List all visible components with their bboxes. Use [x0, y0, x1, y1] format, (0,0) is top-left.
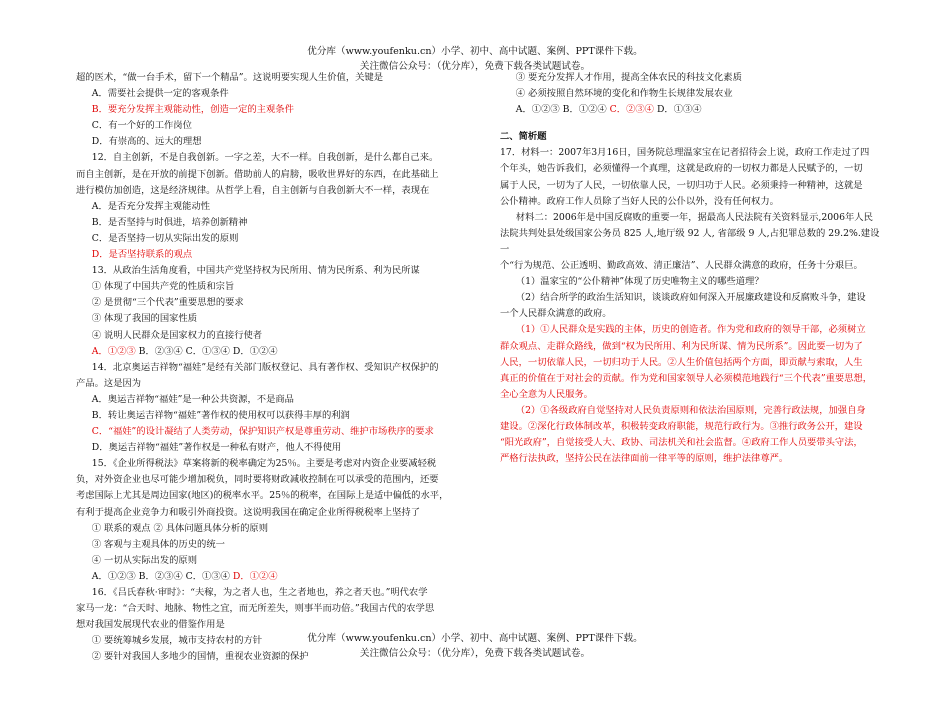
q13-other-options: B．②③④ C．①③④ D．①②④: [138, 345, 278, 357]
q15-answer: D．①②④: [232, 570, 278, 582]
q17-line-5: 材料二：2006年是中国反腐败的重要一年，据最高人民法院有关资料显示,2006年人民: [515, 211, 873, 223]
answer-2-line-2: 建设。②深化行政体制改革，积极转变政府职能，规范行政行为。③推行政务公开，建设: [500, 420, 863, 432]
answer-1-line-3: 人民，一切依靠人民，一切归功于人民。②人生价值包括两个方面，即贡献与索取，人生: [500, 356, 863, 368]
page-footer: [0, 631, 950, 661]
q11-option-a: A．需要社会提供一定的客观条件: [91, 88, 229, 100]
footer-line-1: 优分库（www.youfenku.cn）小学、初中、高中试题、案例、PPT课件下载。: [307, 633, 643, 644]
q16-item-3: ③ 要充分发挥人才作用，提高全体农民的科技文化素质: [515, 72, 742, 83]
q11-option-c: C．有一个好的工作岗位: [91, 120, 192, 132]
q16-options-ab: A．①②③ B．①②④: [515, 104, 607, 116]
q16-item-2: ② 要针对我国人多地少的国情，重视农业资源的保护: [91, 651, 309, 663]
q13-stem: 13．从政治生活角度看，中国共产党坚持权为民所用、情为民所系、利为民所谋: [91, 265, 420, 277]
q14-option-a: A．奥运吉祥物“福娃”是一种公共资源，不是商品: [91, 393, 294, 405]
q13-item-3: ③ 体现了我国的国家性质: [91, 313, 198, 325]
q14-option-c: C．“福娃”的设计凝结了人类劳动，保护知识产权是尊重劳动、维护市场秩序的要求: [91, 426, 434, 438]
q15-other-options: A．①②③ B．②③④ C．①③④: [91, 570, 230, 582]
q11-option-b: B．要充分发挥主观能动性，创造一定的主观条件: [91, 104, 294, 116]
answer-1-line-1: （1）①人民群众是实践的主体，历史的创造者。作为党和政府的领导干部，必须树立: [515, 324, 866, 336]
q17-line-6: 法院共判处县处级国家公务员 825 人,地厅级 92 人, 省部级 9 人,占犯罪总数的 29.2%.建设一: [500, 227, 880, 255]
q14-line-1: 14．北京奥运吉祥物“福娃”是经有关部门版权登记、具有著作权、受知识产权保护的: [91, 361, 439, 373]
q16-options: [500, 102, 882, 118]
q15-line-2: 负，对外资企业也尽可能少增加税负，同时要将财政减收控制在可以承受的范围内，还要: [76, 474, 439, 486]
q12-line-1: 12．自主创新，不是自我创新。一字之差，大不一样。自我创新，是什么都自己来。: [91, 152, 439, 164]
section-title: 二、简析题: [500, 131, 547, 143]
footer-line-2: 关注微信公众号：（优分库），免费下载各类试题试卷。: [359, 648, 591, 659]
q15-line-1: 15．《企业所得税法》草案将新的税率确定为25％。主要是考虑对内资企业要减轻税: [91, 458, 437, 470]
q13-item-1: ① 体现了中国共产党的性质和宗旨: [91, 281, 235, 293]
q12-option-c: C．是否坚持一切从实际出发的原则: [91, 232, 239, 244]
answer-1-line-4: 真正的价值在于对社会的贡献。作为党和国家领导人必须模范地践行“三个代表”重要思想，: [500, 372, 873, 384]
q14-option-d: D．奥运吉祥物“福娃”著作权是一种私有财产，他人不得使用: [91, 442, 342, 454]
answer-2-line-1: （2）①各级政府自觉坚持对人民负责原则和依法治国原则，完善行政法规，加强自身: [515, 404, 866, 416]
q16-line-1: 16．《吕氏春秋·审时》：“夫稼，为之者人也，生之者地也，养之者天也。”明代农学: [91, 587, 428, 598]
q13-options: [76, 344, 478, 360]
q15-item-4: ④ 一切从实际出发的原则: [91, 554, 198, 566]
q16-line-2: 家马一龙：“合天时、地脉、物性之宜，而无所差失，则事半而功倍。”我国古代的农学思: [76, 603, 435, 615]
q17-line-7: 个“行为规范、公正透明、勤政高效、清正廉洁”、人民群众满意的政府，任务十分艰巨。: [500, 260, 863, 272]
q13-item-4: ④ 说明人民群众是国家权力的直接行使者: [91, 329, 263, 341]
answer-2-line-3: “阳光政府”，自觉接受人大、政协、司法机关和社会监督。④政府工作人员要带头守法，: [500, 437, 863, 449]
answer-1-line-2: 群众观点、走群众路线，做到“权为民所用、利为民所谋、情为民所系”。因此要一切为了: [500, 340, 863, 352]
q17-line-3: 属于人民，一切为了人民，一切依靠人民，一切归功于人民。必须秉持一种精神，这就是: [500, 179, 863, 191]
q11-option-d: D．有崇高的、远大的理想: [91, 136, 202, 148]
header-line-2: 关注微信公众号：（优分库），免费下载各类试题试卷。: [359, 61, 591, 72]
q17-line-1: 17．材料一：2007年3月16日，国务院总理温家宝在记者招待会上说，政府工作走过了四: [500, 147, 870, 159]
q16-item-1: ① 要统筹城乡发展，城市支持农村的方针: [91, 635, 263, 647]
q12-option-a: A．是否充分发挥主观能动性: [91, 200, 211, 212]
q14-option-b: B．转让奥运吉祥物“福娃”著作权的使用权可以获得丰厚的利润: [91, 409, 350, 421]
q17-line-2: 个年头，她告诉我们，必须懂得一个真理，这就是政府的一切权力都是人民赋予的，一切: [500, 163, 863, 175]
header-line-1: 优分库（www.youfenku.cn）小学、初中、高中试题、案例、PPT课件下载。: [307, 46, 643, 57]
q17-question-2-tail: 一个人民群众满意的政府。: [500, 308, 612, 320]
answer-2-line-4: 严格行法执政，坚持公民在法律面前一律平等的原则，维护法律尊严。: [500, 453, 789, 465]
q16-option-d: D．①③④: [656, 104, 702, 116]
q13-answer: A．①②③: [91, 345, 136, 357]
q12-option-d: D．是否坚持联系的观点: [91, 249, 193, 261]
q14-line-2: 产品。这是因为: [76, 377, 142, 389]
q15-line-3: 考虑国际上尤其是周边国家(地区)的税率水平。25％的税率，在国际上是适中偏低的水平，: [76, 490, 449, 502]
left-column: [76, 70, 478, 665]
q16-line-3: 想对我国发展现代农业的借鉴作用是: [76, 619, 225, 631]
answer-1-line-5: 全心全意为人民服务。: [500, 388, 593, 400]
q13-item-2: ② 是贯彻“三个代表”重要思想的要求: [91, 297, 244, 309]
q16-item-4: ④ 必须按照自然环境的变化和作物生长规律发展农业: [515, 88, 733, 100]
q16-answer: C．②③④: [609, 104, 654, 116]
q12-line-3: 进行模仿加创造，这是经济规律。从哲学上看，自主创新与自我创新大不一样，表现在: [76, 184, 430, 196]
q11-tail: 超的医术，“做一台手术，留下一个精品”。这说明要实现人生价值，关键是: [76, 72, 384, 83]
q15-item-3: ③ 客观与主观具体的历史的统一: [91, 538, 225, 550]
q15-item-1-2: ① 联系的观点 ② 具体问题具体分析的原则: [91, 522, 269, 534]
q12-line-2: 而自主创新，是在开放的前提下创新。借助前人的肩膀，吸收世界好的东西，在此基础上: [76, 168, 439, 180]
right-column: [500, 70, 882, 467]
q17-question-2: （2）结合所学的政治生活知识，谈谈政府如何深入开展廉政建设和反腐败斗争，建设: [515, 292, 866, 304]
q15-line-4: 有利于提高企业竞争力和吸引外商投资。这说明我国在确定企业所得税税率上坚持了: [76, 506, 420, 518]
q12-option-b: B．是否坚持与时俱进，培养创新精神: [91, 216, 248, 228]
q17-line-4: 公仆精神。政府工作人员除了当好人民的公仆以外，没有任何权力。: [500, 195, 779, 207]
q15-options: [76, 569, 478, 585]
q17-question-1: （1）温家宝的“公仆精神”体现了历史唯物主义的哪些道理？: [515, 276, 764, 288]
